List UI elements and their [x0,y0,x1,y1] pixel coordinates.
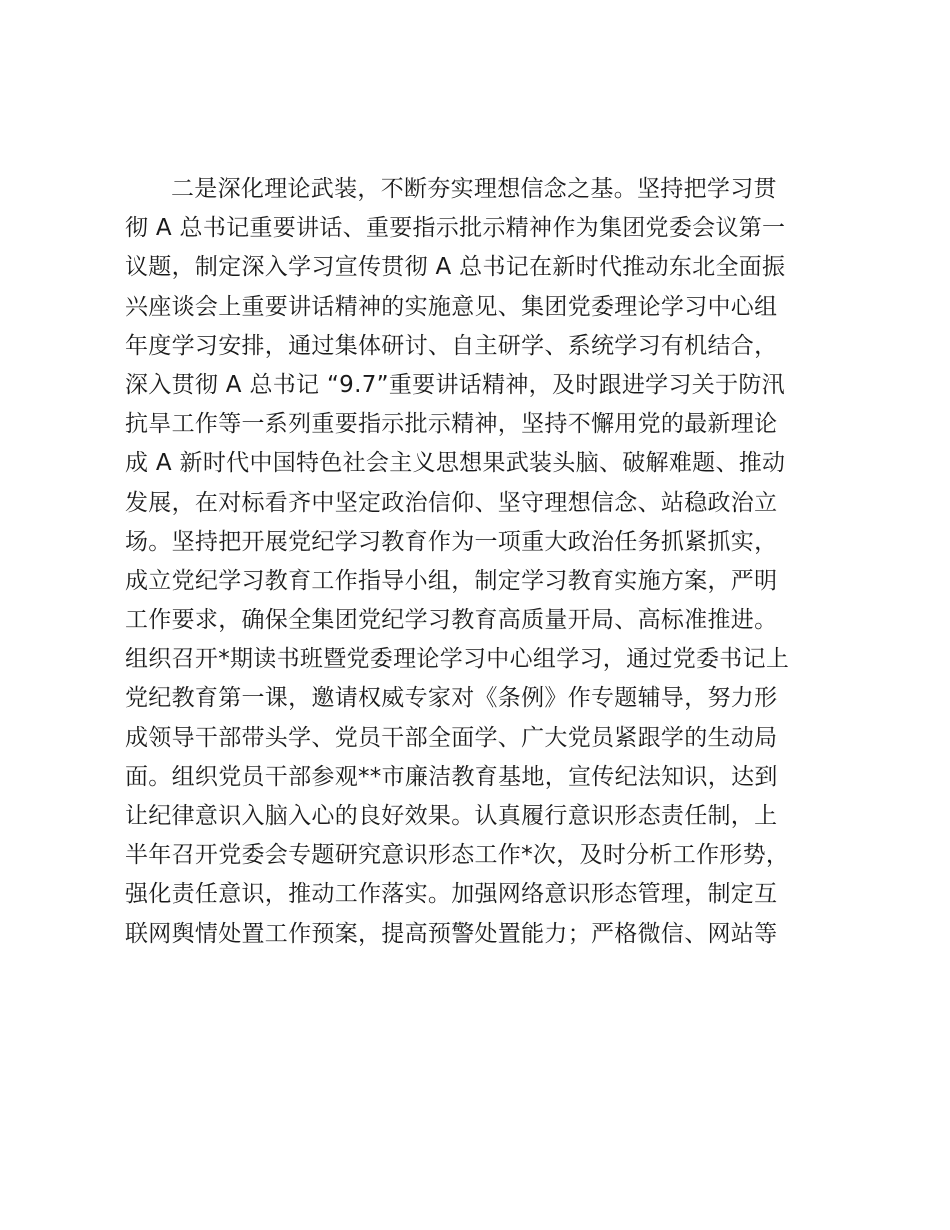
paragraph-line: 成 A 新时代中国特色社会主义思想果武装头脑、破解难题、推动 [125,450,786,477]
paragraph-line: 联网舆情处置工作预案，提高预警处置能力；严格微信、网站等 [125,920,778,947]
paragraph-line: 组织召开*期读书班暨党委理论学习中心组学习，通过党委书记上 [125,646,790,673]
paragraph-line: 成领导干部带头学、党员干部全面学、广大党员紧跟学的生动局 [125,724,778,751]
paragraph-line: 场。坚持把开展党纪学习教育作为一项重大政治任务抓紧抓实， [125,528,778,555]
paragraph-line: 发展，在对标看齐中坚定政治信仰、坚守理想信念、站稳政治立 [125,489,778,516]
paragraph-line: 议题，制定深入学习宣传贯彻 A 总书记在新时代推动东北全面振 [125,254,786,281]
paragraph-line: 深入贯彻 A 总书记 “9.7”重要讲话精神，及时跟进学习关于防汛 [125,371,785,398]
paragraph-line: 半年召开党委会专题研究意识形态工作*次，及时分析工作形势， [125,842,790,869]
paragraph-line: 兴座谈会上重要讲话精神的实施意见、集团党委理论学习中心组 [125,293,778,320]
paragraph-line: 让纪律意识入脑入心的良好效果。认真履行意识形态责任制，上 [125,803,778,829]
paragraph-line: 成立党纪学习教育工作指导小组，制定学习教育实施方案，严明 [125,567,778,594]
paragraph-line: 工作要求，确保全集团党纪学习教育高质量开局、高标准推进。 [125,607,778,634]
paragraph-line: 二是深化理论武装，不断夯实理想信念之基。坚持把学习贯 [171,176,777,202]
paragraph-line: 强化责任意识，推动工作落实。加强网络意识形态管理，制定互 [125,881,778,908]
paragraph-line: 面。组织党员干部参观**市廉洁教育基地，宣传纪法知识，达到 [125,763,778,790]
paragraph-line: 党纪教育第一课，邀请权威专家对《条例》作专题辅导，努力形 [125,685,778,712]
paragraph-line: 抗旱工作等一系列重要指示批示精神，坚持不懈用党的最新理论 [125,411,778,438]
paragraph-line: 彻 A 总书记重要讲话、重要指示批示精神作为集团党委会议第一 [125,215,786,242]
document-body [125,170,845,954]
paragraph-line: 年度学习安排，通过集体研讨、自主研学、系统学习有机结合， [125,332,778,359]
